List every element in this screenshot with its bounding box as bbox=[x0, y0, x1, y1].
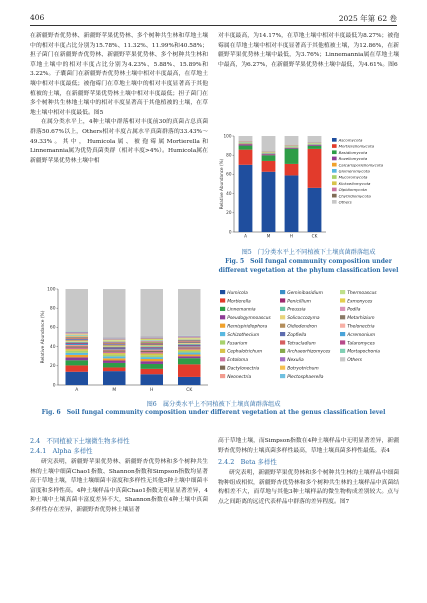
legend-swatch bbox=[220, 298, 225, 302]
bar-segment bbox=[141, 351, 164, 352]
bar-segment bbox=[262, 155, 276, 161]
bar-segment bbox=[66, 346, 89, 347]
legend-label: Humicola bbox=[227, 290, 248, 296]
bar-segment bbox=[178, 340, 201, 341]
bar-segment bbox=[308, 144, 322, 145]
legend-swatch bbox=[280, 324, 285, 328]
bar-segment bbox=[178, 354, 201, 356]
bar-segment bbox=[103, 342, 126, 343]
x-tick-label: A bbox=[75, 387, 79, 393]
bar-segment bbox=[141, 340, 164, 341]
bar-segment bbox=[103, 351, 126, 352]
x-tick-label: CK bbox=[311, 233, 318, 239]
bar-segment bbox=[141, 364, 164, 369]
legend-label: Pseudogymnoascus bbox=[227, 316, 271, 322]
legend-label: Others bbox=[347, 358, 362, 364]
legend-swatch bbox=[340, 340, 345, 344]
bar-segment bbox=[178, 345, 201, 346]
bar-segment bbox=[103, 343, 126, 344]
legend-label: Cephalotrichum bbox=[227, 349, 263, 355]
bar-segment bbox=[103, 347, 126, 348]
bar-segment bbox=[66, 289, 89, 332]
bar-segment bbox=[178, 342, 201, 343]
legend-label: Archaeorhizomyces bbox=[287, 349, 331, 355]
legend-label: Mucoromycota bbox=[338, 174, 368, 180]
legend-label: Geminibasidium bbox=[287, 290, 323, 296]
bar-segment bbox=[103, 349, 126, 350]
legend-swatch bbox=[332, 150, 337, 154]
bar-segment bbox=[141, 345, 164, 346]
y-tick-label: 0 bbox=[52, 383, 56, 389]
legend-label: Dactylonectria bbox=[227, 366, 260, 372]
bar-segment bbox=[141, 339, 164, 340]
bar-segment bbox=[103, 358, 126, 360]
legend-label: Talaromyces bbox=[347, 341, 375, 347]
bar-segment bbox=[308, 145, 322, 146]
journal-volume: 2025 年第 62 卷 bbox=[338, 14, 397, 23]
legend-label: Fusarium bbox=[227, 341, 248, 347]
bar-segment bbox=[141, 344, 164, 345]
bar-segment bbox=[103, 353, 126, 355]
paragraph-genus-results: 在属分类水平上，4种土壤中群落相对丰度前30的真菌占总真菌群落50.67%以上，Others相对丰度占属水平真菌群落的33.43%～49.33%。其中，Humicola属、被孢霉属Mortierella和Linnemannia属为优势真菌类群（相对丰度>4%）。Humicola属在新疆野苹果优势林土壤中相 bbox=[30, 119, 208, 164]
bar-segment bbox=[141, 352, 164, 353]
bar-segment bbox=[66, 353, 89, 355]
bar-segment bbox=[103, 289, 126, 337]
legend-label: Neonectria bbox=[227, 374, 252, 380]
bar-segment bbox=[308, 146, 322, 149]
right-column-beta bbox=[218, 469, 399, 507]
x-tick-label: H bbox=[289, 233, 294, 239]
legend-label: Penicillium bbox=[287, 299, 311, 305]
bar-segment bbox=[141, 346, 164, 347]
legend-swatch bbox=[340, 349, 345, 353]
legend-swatch bbox=[280, 357, 285, 361]
legend-label: Tetracladium bbox=[287, 341, 316, 347]
section-2-4-title: 2.4 不同植被下土壤微生物多样性 bbox=[30, 437, 130, 445]
bar-segment bbox=[285, 147, 299, 148]
bar-segment bbox=[178, 346, 201, 347]
bar-segment bbox=[66, 339, 89, 340]
legend-swatch bbox=[332, 163, 337, 167]
bar-segment bbox=[239, 150, 253, 165]
legend-swatch bbox=[340, 307, 345, 311]
bar-segment bbox=[141, 359, 164, 361]
bar-segment bbox=[103, 341, 126, 342]
legend-swatch bbox=[220, 315, 225, 319]
bar-segment bbox=[66, 341, 89, 342]
bar-segment bbox=[66, 372, 89, 385]
bar-segment bbox=[66, 343, 89, 344]
bar-segment bbox=[262, 161, 276, 172]
legend-swatch bbox=[220, 324, 225, 328]
legend-swatch bbox=[280, 307, 285, 311]
bar-segment bbox=[178, 341, 201, 342]
bar-segment bbox=[141, 357, 164, 359]
y-axis-label: Relative Abundance (%) bbox=[219, 158, 224, 210]
bar-segment bbox=[66, 335, 89, 336]
bar-segment bbox=[103, 371, 126, 385]
bar-segment bbox=[66, 348, 89, 349]
legend-label: Ascomycota bbox=[338, 137, 363, 143]
legend-label: Mortierella bbox=[227, 299, 251, 305]
legend-swatch bbox=[332, 157, 337, 161]
legend-swatch bbox=[340, 315, 345, 319]
bar-segment bbox=[66, 355, 89, 357]
page-number: 406 bbox=[30, 13, 45, 22]
legend-swatch bbox=[332, 181, 337, 185]
figure-6-genus-chart bbox=[30, 285, 397, 397]
bar-segment bbox=[141, 342, 164, 343]
legend-swatch bbox=[340, 298, 345, 302]
legend-label: Chytridiomycota bbox=[338, 193, 371, 199]
figure-5-caption-cn: 图5 门分类水平上不同植被下土壤真菌群落组成 bbox=[241, 249, 376, 256]
legend-swatch bbox=[340, 290, 345, 294]
y-tick-label: 0 bbox=[228, 229, 232, 235]
bar-segment bbox=[141, 374, 164, 385]
figure-6-caption-cn: 图6 属分类水平上不同植被下土壤真菌群落组成 bbox=[146, 401, 281, 408]
legend-swatch bbox=[332, 169, 337, 173]
legend-label: Schizothecium bbox=[227, 332, 260, 338]
bar-segment bbox=[103, 345, 126, 346]
legend-label: Nexulia bbox=[287, 358, 304, 364]
legend-label: Thelonectria bbox=[347, 324, 375, 330]
bar-segment bbox=[103, 343, 126, 344]
bar-segment bbox=[239, 136, 253, 141]
bar-segment bbox=[285, 148, 299, 149]
bar-segment bbox=[141, 341, 164, 342]
bar-segment bbox=[103, 347, 126, 348]
legend-swatch bbox=[332, 200, 337, 204]
legend-label: Glomeromycota bbox=[338, 168, 370, 174]
left-column-top bbox=[30, 32, 208, 166]
bar-segment bbox=[178, 350, 201, 351]
bar-segment bbox=[103, 352, 126, 353]
figure-6-caption-en: Fig. 6 Soil fungal community composition under different vegetation at the genus classification level bbox=[41, 409, 386, 416]
bar-segment bbox=[103, 348, 126, 349]
figure-5-caption-en: Fig. 5 Soil fungal community composition under different vegetation at the phylum classification level bbox=[218, 258, 399, 274]
legend-swatch bbox=[220, 340, 225, 344]
paragraph-alpha-diversity: 研究表明，新疆野苹果优势林、新疆野杏优势林和多个树种共生林的土壤中细菌Chao1指数、Shannon指数和Simpson指数均显著高于草地土壤，草地土壤细菌丰富度和多样性无其他3种土壤中细菌丰富度和多样性高。4种土壤样品中真菌Chao1指数无明显显著差异，4种土壤中土壤真菌丰富度差异不大，Shannon指数在4种土壤中真菌多样性存在差异，新疆野杏优势林土壤显著 bbox=[30, 459, 208, 513]
figure-5-phylum-chart bbox=[218, 130, 399, 245]
bar-segment bbox=[66, 344, 89, 345]
y-tick-label: 100 bbox=[223, 133, 232, 139]
x-tick-label: H bbox=[150, 387, 154, 393]
bar-segment bbox=[178, 364, 201, 377]
bar-segment bbox=[66, 337, 89, 338]
bar-segment bbox=[239, 165, 253, 232]
legend-swatch bbox=[332, 144, 337, 148]
y-tick-label: 40 bbox=[226, 190, 232, 196]
bar-segment bbox=[66, 336, 89, 337]
bar-segment bbox=[66, 365, 89, 371]
legend-label: Rozellomycota bbox=[338, 156, 368, 162]
bar-segment bbox=[285, 146, 299, 147]
bar-segment bbox=[141, 348, 164, 349]
legend-swatch bbox=[332, 188, 337, 192]
bar-segment bbox=[141, 341, 164, 342]
bar-segment bbox=[66, 357, 89, 360]
legend-label: Basidiomycota bbox=[338, 149, 368, 155]
bar-segment bbox=[66, 345, 89, 346]
bar-segment bbox=[262, 136, 276, 152]
y-tick-label: 20 bbox=[226, 210, 232, 216]
bar-segment bbox=[285, 149, 299, 164]
bar-segment bbox=[103, 363, 126, 368]
bar-segment bbox=[141, 343, 164, 344]
bar-segment bbox=[103, 356, 126, 358]
bar-segment bbox=[308, 188, 322, 232]
bar-segment bbox=[178, 342, 201, 343]
bar-segment bbox=[178, 348, 201, 349]
bar-segment bbox=[308, 149, 322, 188]
bar-segment bbox=[103, 360, 126, 362]
legend-swatch bbox=[280, 332, 285, 336]
bar-segment bbox=[141, 349, 164, 350]
paragraph-alpha-continued: 高于草地土壤，而Simpson指数在4种土壤样品中无明显著差异，新疆野杏优势林的土壤真菌多样性最高，草地土壤真菌多样性最低。表4 bbox=[218, 438, 399, 454]
legend-label: Metarhizium bbox=[347, 316, 375, 322]
legend-label: Others bbox=[338, 199, 352, 205]
right-column-top bbox=[218, 32, 399, 70]
bar-segment bbox=[141, 353, 164, 355]
y-tick-label: 80 bbox=[49, 306, 56, 312]
x-tick-label: M bbox=[266, 233, 271, 239]
legend-swatch bbox=[220, 357, 225, 361]
legend-label: Zopfiella bbox=[287, 332, 307, 338]
bar-segment bbox=[178, 358, 201, 364]
bar-segment bbox=[178, 351, 201, 353]
legend-swatch bbox=[340, 332, 345, 336]
legend-swatch bbox=[220, 290, 225, 294]
left-column-bottom bbox=[30, 458, 208, 516]
bar-segment bbox=[141, 289, 164, 336]
legend-label: Acremonium bbox=[347, 332, 376, 338]
legend-swatch bbox=[220, 332, 225, 336]
bar-segment bbox=[103, 341, 126, 342]
bar-segment bbox=[239, 143, 253, 144]
legend-swatch bbox=[280, 340, 285, 344]
bar-segment bbox=[178, 339, 201, 340]
bar-segment bbox=[178, 347, 201, 348]
bar-segment bbox=[262, 154, 276, 155]
legend-label: Mortapochonia bbox=[347, 349, 380, 355]
bar-segment bbox=[66, 340, 89, 341]
bar-segment bbox=[66, 349, 89, 351]
legend-swatch bbox=[220, 349, 225, 353]
paragraph-phylum-results: 在新疆野杏优势林、新疆野苹果优势林、多个树种共生林和草地土壤中的相对丰度占比分别为15.78%、11.32%、11.99%和40.58%；担子菌门在新疆野杏优势林、新疆野苹果优势林、多个树种共生林和草地土壤中的相对丰度占比分别为4.23%、5.88%、15.89%和3.22%。子囊菌门在新疆野杏优势林土壤中相对丰度最高，在草地土壤中相对丰度最低；被孢霉门在草地土壤中的相对丰度显著高于其他植被的土壤，在新疆野苹果优势林土壤中相对丰度最低；担子菌门在多个树种共生林地土壤中的相对丰度显著高于其他植被的土壤，在草地土壤中相对丰度最低。图5 bbox=[30, 33, 208, 116]
legend-swatch bbox=[332, 138, 337, 142]
bar-segment bbox=[66, 338, 89, 339]
bar-segment bbox=[103, 344, 126, 345]
bar-segment bbox=[262, 153, 276, 154]
legend-label: Entoloma bbox=[227, 358, 249, 364]
bar-segment bbox=[178, 353, 201, 355]
bar-segment bbox=[141, 355, 164, 357]
legend-label: Mortierellomycota bbox=[338, 143, 375, 149]
legend-label: Calcarisporiellomycota bbox=[338, 162, 384, 168]
y-tick-label: 20 bbox=[49, 364, 56, 370]
bar-segment bbox=[66, 360, 89, 365]
legend-swatch bbox=[220, 307, 225, 311]
legend-label: Podila bbox=[347, 307, 361, 313]
bar-segment bbox=[66, 335, 89, 336]
x-tick-label: M bbox=[112, 387, 117, 393]
bar-segment bbox=[103, 355, 126, 357]
legend-label: Linnemannia bbox=[227, 307, 256, 313]
y-tick-label: 100 bbox=[47, 287, 56, 293]
x-tick-label: CK bbox=[186, 387, 193, 393]
bar-segment bbox=[285, 164, 299, 175]
legend-swatch bbox=[280, 349, 285, 353]
legend-swatch bbox=[332, 175, 337, 179]
bar-segment bbox=[141, 347, 164, 348]
paragraph-beta-diversity: 研究表明，新疆野苹果优势林和多个树种共生林的土壤样品中细菌物种组成相似，新疆野杏优势林和多个树种共生林的土壤样品中真菌结构相差不大，而草地与其他3种土壤样品的微生物构成差别较大。点与点之间距离的远近代表样品中群落的差异程度。图7 bbox=[218, 470, 399, 505]
bar-segment bbox=[262, 154, 276, 155]
bar-segment bbox=[103, 346, 126, 347]
legend-swatch bbox=[332, 194, 337, 198]
bar-segment bbox=[308, 136, 322, 142]
page-header bbox=[30, 12, 397, 26]
legend-swatch bbox=[340, 324, 345, 328]
legend-label: Remispiridiophora bbox=[227, 324, 268, 330]
legend-swatch bbox=[340, 357, 345, 361]
y-tick-label: 40 bbox=[49, 344, 56, 350]
bar-segment bbox=[239, 143, 253, 144]
bar-segment bbox=[141, 361, 164, 364]
section-2-4-1-title: 2.4.1 Alpha 多样性 bbox=[30, 447, 93, 455]
bar-segment bbox=[239, 146, 253, 150]
bar-segment bbox=[285, 136, 299, 145]
section-2-4-2-title: 2.4.2 Beta 多样性 bbox=[218, 458, 277, 466]
legend-swatch bbox=[280, 366, 285, 370]
bar-segment bbox=[66, 337, 89, 338]
paragraph-genus-continued: 对丰度最高，为14.17%，在草地土壤中相对丰度最低为8.27%；被孢霉属在草地土壤中相对丰度显著高于其他植被土壤，为12.86%，在新疆野苹果优势林土壤中最低，为3.76%；Linnemannia属在草地土壤中最高，为6.27%，在新疆野苹果优势林土壤中最低，为4.61%。图6 bbox=[218, 33, 399, 68]
legend-swatch bbox=[280, 290, 285, 294]
bar-segment bbox=[178, 343, 201, 344]
legend-swatch bbox=[220, 366, 225, 370]
bar-segment bbox=[103, 367, 126, 371]
bar-segment bbox=[178, 341, 201, 342]
legend-label: Exmonyces bbox=[347, 299, 373, 305]
legend-label: Thermoascus bbox=[347, 290, 377, 296]
y-tick-label: 60 bbox=[49, 325, 56, 331]
bar-segment bbox=[239, 144, 253, 145]
bar-segment bbox=[141, 344, 164, 345]
legend-label: Solicoccozyma bbox=[287, 316, 320, 322]
legend-label: Preussia bbox=[287, 307, 306, 313]
bar-segment bbox=[178, 377, 201, 385]
legend-label: Plectosphaerella bbox=[287, 374, 324, 380]
y-tick-label: 80 bbox=[226, 152, 232, 158]
bar-segment bbox=[66, 351, 89, 353]
legend-swatch bbox=[280, 315, 285, 319]
bar-segment bbox=[141, 339, 164, 340]
legend-swatch bbox=[280, 374, 285, 378]
bar-segment bbox=[141, 369, 164, 374]
right-column-bottom bbox=[218, 437, 399, 456]
legend-label: Olpidiomycota bbox=[338, 187, 367, 193]
y-tick-label: 60 bbox=[226, 171, 232, 177]
legend-label: Botryotrichum bbox=[287, 366, 319, 372]
bar-segment bbox=[66, 342, 89, 343]
bar-segment bbox=[178, 344, 201, 345]
bar-segment bbox=[178, 346, 201, 347]
legend-swatch bbox=[220, 374, 225, 378]
bar-segment bbox=[178, 356, 201, 358]
bar-segment bbox=[285, 175, 299, 232]
bar-segment bbox=[178, 289, 201, 336]
legend-label: Oidiodendron bbox=[287, 324, 317, 330]
x-tick-label: A bbox=[244, 233, 247, 239]
legend-swatch bbox=[280, 298, 285, 302]
legend-label: Kickxellomycota bbox=[338, 180, 371, 186]
bar-segment bbox=[66, 334, 89, 335]
bar-segment bbox=[262, 172, 276, 232]
y-axis-label: Relative Abundance (%) bbox=[41, 310, 46, 364]
